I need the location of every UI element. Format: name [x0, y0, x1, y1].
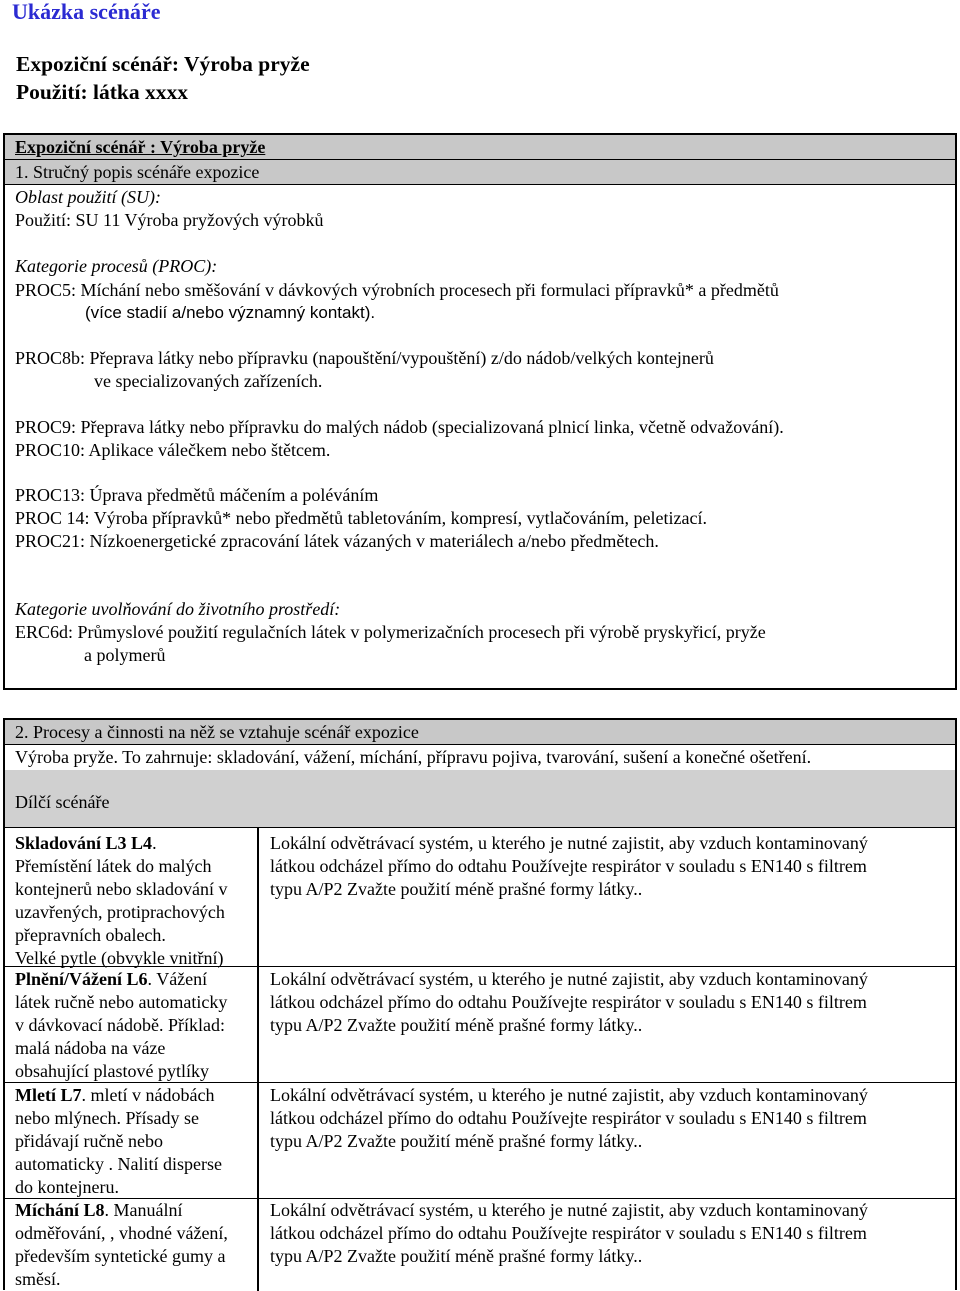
erc-line1: ERC6d: Průmyslové použití regulačních látek v polymerizačních procesech při výrobě pryskyřicí, pryže: [15, 622, 766, 642]
proc8b-line2: ve specializovaných zařízeních.: [94, 371, 323, 391]
proc14: PROC 14: Výroba přípravků* nebo předmětů tabletováním, kompresí, vytlačováním, peletizací.: [15, 508, 708, 528]
erc-label: Kategorie uvolňování do životního prostředí:: [15, 599, 341, 619]
proc5-line2: (více stadií a/nebo významný kontakt).: [85, 303, 376, 322]
usage-heading: Použití: látka xxxx: [16, 80, 188, 104]
subscenario-header-block: [5, 770, 955, 828]
proc5-line1: PROC5: Míchání nebo směšování v dávkových výrobních procesech při formulaci přípravků* a předmětů: [15, 280, 779, 300]
su-label: Oblast použití (SU):: [15, 187, 161, 207]
table-divider: [257, 828, 259, 1291]
subscenario-heading: Dílčí scénáře: [15, 792, 110, 812]
table-row-right: Lokální odvětrávací systém, u kterého je nutné zajistit, aby vzduch kontaminovaný látkou odcházel přímo do odtahu Používejte respirátor v souladu s EN140 s filtrem typu A/P2 Zvažte použití méně prašné formy látky..: [270, 1085, 868, 1151]
proc-label: Kategorie procesů (PROC):: [15, 256, 218, 276]
table-row-right: Lokální odvětrávací systém, u kterého je nutné zajistit, aby vzduch kontaminovaný látkou odcházel přímo do odtahu Používejte respirátor v souladu s EN140 s filtrem typu A/P2 Zvažte použití méně prašné formy látky..: [270, 969, 868, 1035]
proc21: PROC21: Nízkoenergetické zpracování látek vázaných v materiálech a/nebo předmětech.: [15, 531, 659, 551]
table-row-right: Lokální odvětrávací systém, u kterého je nutné zajistit, aby vzduch kontaminovaný látkou odcházel přímo do odtahu Používejte respirátor v souladu s EN140 s filtrem typu A/P2 Zvažte použití méně prašné formy látky..: [270, 833, 868, 899]
section1-heading: 1. Stručný popis scénáře expozice: [15, 162, 260, 182]
table-row-left: Skladování L3 L4. Přemístění látek do malých kontejnerů nebo skladování v uzavřených, protiprachových přepravních obalech. Velké pytle (obvykle vnitřní): [15, 833, 228, 968]
section2-description: Výroba pryže. To zahrnuje: skladování, vážení, míchání, přípravu pojiva, tvarování, sušení a konečné ošetření.: [15, 747, 812, 767]
proc10: PROC10: Aplikace válečkem nebo štětcem.: [15, 440, 331, 460]
proc9: PROC9: Přeprava látky nebo přípravku do malých nádob (specializovaná plnicí linka, včetně odvažování).: [15, 417, 784, 437]
section2-heading: 2. Procesy a činnosti na něž se vztahuje scénář expozice: [15, 722, 419, 742]
row-title: Míchání L8: [15, 1200, 105, 1220]
table-row-left: Plnění/Vážení L6. Vážení látek ručně nebo automaticky v dávkovací nádobě. Příklad: malá nádoba na váze obsahující plastové pytlíky: [15, 969, 228, 1081]
proc8b-line1: PROC8b: Přeprava látky nebo přípravku (napouštění/vypouštění) z/do nádob/velkých kontejnerů: [15, 348, 714, 368]
table-row-left: Mletí L7. mletí v nádobách nebo mlýnech. Přísady se přidávají ručně nebo automaticky . Nalití disperse do kontejneru.: [15, 1085, 222, 1197]
row-title: Mletí L7: [15, 1085, 82, 1105]
su-value: Použití: SU 11 Výroba pryžových výrobků: [15, 210, 324, 230]
table-row-right: Lokální odvětrávací systém, u kterého je nutné zajistit, aby vzduch kontaminovaný látkou odcházel přímo do odtahu Používejte respirátor v souladu s EN140 s filtrem typu A/P2 Zvažte použití méně prašné formy látky..: [270, 1200, 868, 1266]
proc13: PROC13: Úprava předmětů máčením a poléváním: [15, 485, 379, 505]
row-title: Skladování L3 L4: [15, 833, 153, 853]
page-title: Ukázka scénáře: [12, 0, 161, 24]
erc-line2: a polymerů: [84, 645, 166, 665]
table-row-left: Míchání L8. Manuální odměřování, , vhodné vážení, především syntetické gumy a směsí.: [15, 1200, 228, 1289]
scenario-heading: Expoziční scénář: Výroba pryže: [16, 52, 310, 76]
row-title: Plnění/Vážení L6: [15, 969, 148, 989]
section1-bar-title: Expoziční scénář : Výroba pryže: [15, 137, 266, 157]
